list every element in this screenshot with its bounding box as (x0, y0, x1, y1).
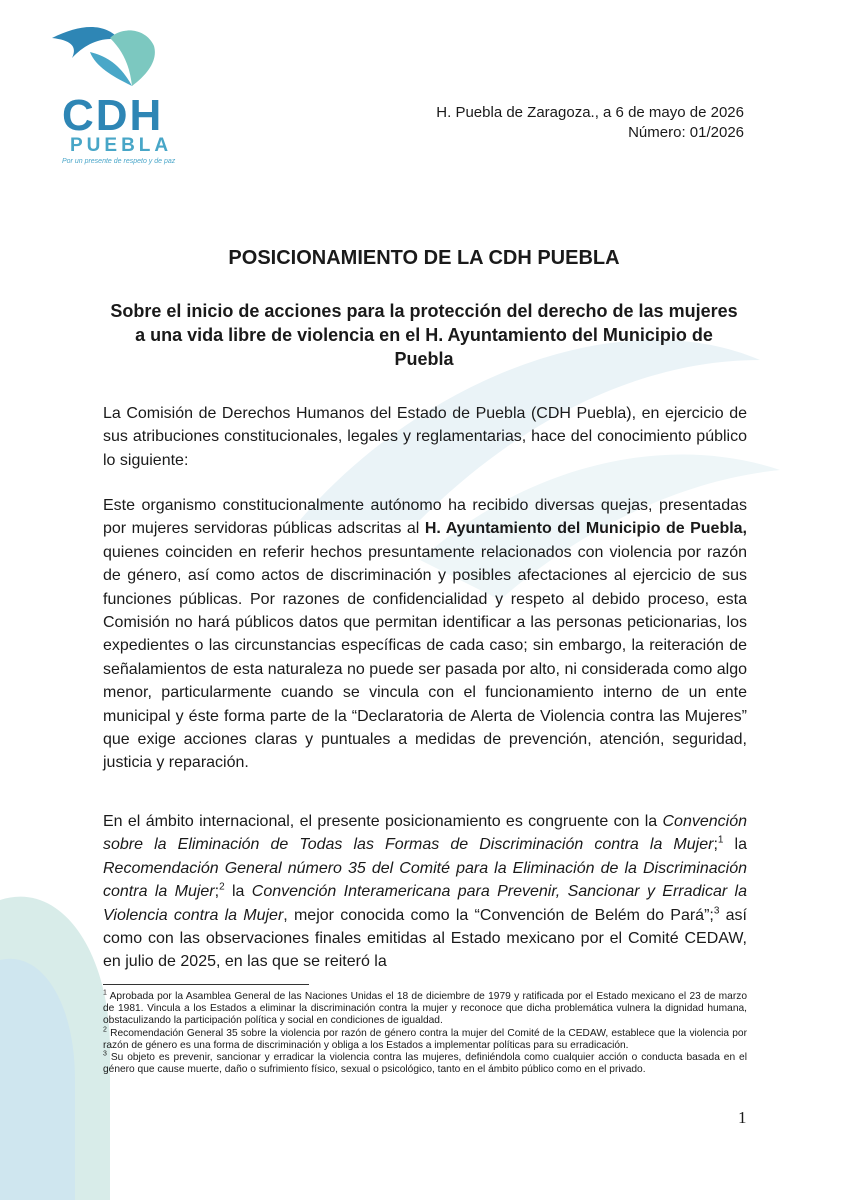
p2-ayuntamiento-bold: H. Ayuntamiento del Municipio de Puebla, (424, 520, 748, 538)
paragraph-complaints (103, 494, 747, 775)
p3-text-i: , mejor conocida como la “Convención de Belém do Pará”; (283, 906, 714, 924)
place-date: H. Puebla de Zaragoza., a 6 de mayo de 2026 (436, 104, 744, 121)
footnote-ref-3[interactable]: 3 (713, 905, 720, 917)
document-header (436, 103, 744, 143)
logo-motto: Por un presente de respeto y de paz (62, 158, 176, 165)
p3-text-a: En el ámbito internacional, el presente posicionamiento es congruente con la (103, 813, 663, 830)
footnotes (103, 991, 747, 1076)
document-title: POSICIONAMIENTO DE LA CDH PUEBLA (228, 247, 620, 269)
p3-text-f: ; (214, 883, 220, 901)
p2-text-a: Este organismo constitucionalmente autónomo ha recibido diversas quejas, presentadas por mujeres servidoras públicas adscritas al (103, 497, 747, 538)
paragraph-intro: La Comisión de Derechos Humanos del Estado de Puebla (CDH Puebla), en ejercicio de sus atribuciones constitucionales, legales y reglamentarias, hace del conocimiento público lo siguiente: (103, 405, 747, 469)
p3-text-d: la (723, 836, 747, 854)
footnote-1-text: Aprobada por la Asamblea General de las Naciones Unidas el 18 de diciembre de 1979 y ratificada por el Estado mexicano el 23 de marzo de 1981. Vincula a los Estados a eliminar la discriminación contra la mujer y reconoce que dicha problemática vulnera la dignidad humana, obstaculizando la participación política y social en condiciones de igualdad. (103, 991, 747, 1027)
footnote-3-text: Su objeto es prevenir, sancionar y erradicar la violencia contra las mujeres, definiéndola como cualquier acción o conducta basada en el género que cause muerte, daño o sufrimiento físico, sexual o psicológico, tanto en el ámbito público como en el privado. (103, 1052, 747, 1076)
p3-text-j: así como con las observaciones finales emitidas al Estado mexicano por el Comité CEDAW, en julio de 2025, en las que se reiteró la (103, 906, 748, 971)
footnote-ref-2[interactable]: 2 (219, 881, 225, 893)
p3-cedaw-italic: Convención sobre la Eliminación de Todas las Formas de Discriminación contra la Mujer (103, 813, 747, 854)
p3-recomendacion-italic: Recomendación General número 35 del Comité para la Eliminación de la Discriminación contra la Mujer (103, 859, 747, 901)
footnote-1-number: 1 (103, 989, 107, 997)
footnote-1 (103, 991, 747, 1028)
footnote-divider (103, 984, 309, 985)
logo-cdh-text: CDH (62, 91, 164, 140)
footnote-ref-1[interactable]: 1 (717, 835, 724, 847)
footnote-3-number: 3 (103, 1050, 107, 1058)
footnote-3 (103, 1052, 747, 1076)
document-subtitle: Sobre el inicio de acciones para la protección del derecho de las mujeres a una vida libre de violencia en el H. Ayuntamiento del Municipio de Puebla (110, 301, 738, 369)
page-number: 1 (738, 1108, 747, 1127)
paragraph-international (103, 810, 747, 974)
p3-convencion-italic: Convención Interamericana para Prevenir, Sancionar y Erradicar la Violencia contra la Mujer (103, 883, 748, 924)
footnote-2 (103, 1028, 747, 1052)
p3-text-c: ; (713, 836, 718, 854)
document-number: Número: 01/2026 (628, 124, 744, 141)
logo-puebla-text: PUEBLA (70, 135, 173, 156)
footnote-2-text: Recomendación General 35 sobre la violencia por razón de género contra la mujer del Comité de la CEDAW, establece que la violencia por razón de género es una forma de discriminación y obliga a los Estados a implementar políticas para su erradicación. (103, 1027, 747, 1051)
footnote-2-number: 2 (103, 1026, 107, 1034)
p3-text-g: la (224, 883, 252, 901)
p2-text-c: quienes coinciden en referir hechos presuntamente relacionados con violencia por razón de género, así como actos de discriminación y posibles afectaciones al ejercicio de sus funciones públicas. Por razones de confidencialidad y respeto al debido proceso, esta Comisión no hará públicos datos que permitan identificar a las personas peticionarias, los expedientes o las circunstancias específicas de cada caso; sin embargo, la reiteración de señalamientos de esta naturaleza no puede ser pasada por alto, ni considerada como algo menor, particularmente cuando se vincula con el funcionamiento interno de un ente municipal y éste forma parte de la “Declaratoria de Alerta de Violencia contra las Mujeres” que exige acciones claras y puntuales a medidas de prevención, atención, seguridad, justicia y reparación. (103, 543, 747, 772)
